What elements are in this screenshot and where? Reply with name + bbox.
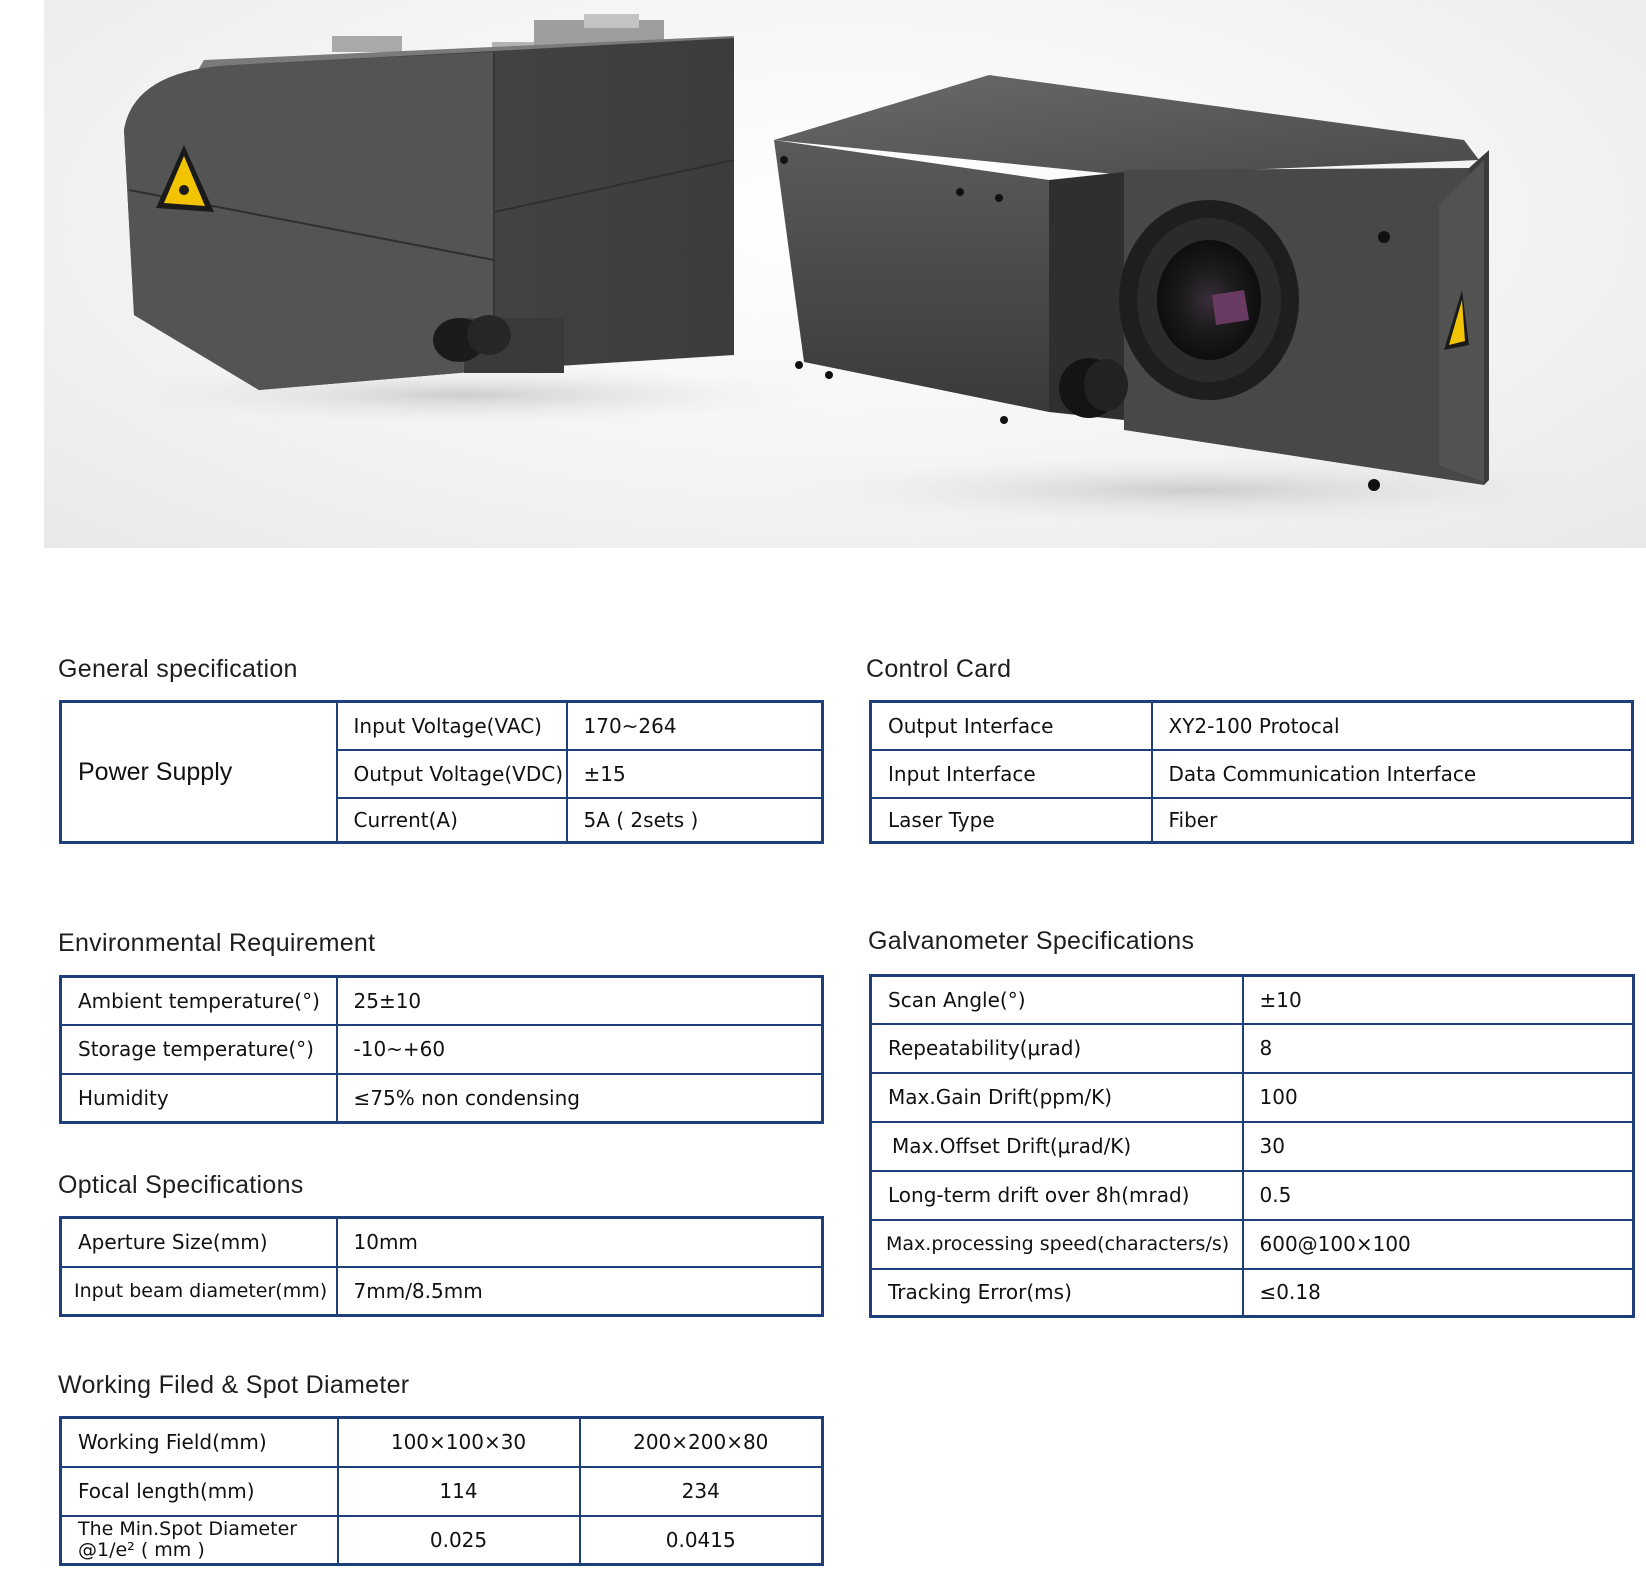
galvanometer-table — [869, 974, 1635, 1318]
spec-value: 25±10 — [337, 977, 823, 1025]
spec-value: ≤0.18 — [1243, 1269, 1634, 1317]
spec-value: 114 — [338, 1467, 580, 1516]
spec-label: Max.processing speed(characters/s) — [871, 1220, 1243, 1269]
lens-aperture — [1119, 200, 1299, 400]
spec-label: Output Voltage(VDC) — [337, 750, 567, 798]
spec-label: Scan Angle(°) — [871, 976, 1243, 1024]
power-supply-label: Power Supply — [61, 702, 337, 843]
spec-label: Ambient temperature(°) — [61, 977, 337, 1025]
spot-diameter-label-line2: @1/e² ( mm ) — [78, 1538, 205, 1561]
spec-value: 0.5 — [1243, 1171, 1634, 1220]
spec-label: Input Interface — [871, 750, 1152, 798]
spec-label — [61, 1516, 338, 1565]
control-card-table — [869, 700, 1634, 844]
spec-value: 0.0415 — [580, 1516, 823, 1565]
spec-value: Data Communication Interface — [1152, 750, 1633, 798]
spec-label: Laser Type — [871, 798, 1152, 843]
general-spec-title: General specification — [58, 655, 298, 683]
spec-value: Fiber — [1152, 798, 1633, 843]
general-spec-table — [59, 700, 824, 844]
spec-label: Current(A) — [337, 798, 567, 843]
left-scanner-unit — [124, 14, 734, 390]
spec-label: Humidity — [61, 1074, 337, 1123]
environment-table — [59, 975, 824, 1124]
spec-value: 100×100×30 — [338, 1418, 580, 1467]
spec-label: Working Field(mm) — [61, 1418, 338, 1467]
working-field-title: Working Filed & Spot Diameter — [58, 1371, 410, 1399]
environment-title: Environmental Requirement — [58, 929, 376, 957]
spec-value: ≤75% non condensing — [337, 1074, 823, 1123]
spec-value: 100 — [1243, 1073, 1634, 1122]
spec-label: Storage temperature(°) — [61, 1025, 337, 1074]
spec-label: Max.Gain Drift(ppm/K) — [871, 1073, 1243, 1122]
spec-value: 10mm — [337, 1218, 823, 1267]
spec-value: -10~+60 — [337, 1025, 823, 1074]
spec-value: ±10 — [1243, 976, 1634, 1024]
product-photo — [44, 0, 1646, 548]
spec-label: Input Voltage(VAC) — [337, 702, 567, 750]
spec-value: 600@100×100 — [1243, 1220, 1634, 1269]
optical-table — [59, 1216, 824, 1317]
spec-label: Output Interface — [871, 702, 1152, 750]
spec-value: 8 — [1243, 1024, 1634, 1073]
spec-value: 7mm/8.5mm — [337, 1267, 823, 1316]
spec-label: Repeatability(μrad) — [871, 1024, 1243, 1073]
right-scanner-unit — [774, 75, 1489, 491]
optical-title: Optical Specifications — [58, 1171, 304, 1199]
spec-label: Max.Offset Drift(μrad/K) — [871, 1122, 1243, 1171]
spec-value: 0.025 — [338, 1516, 580, 1565]
spec-value: 5A ( 2sets ) — [567, 798, 823, 843]
spot-diameter-label-line1: The Min.Spot Diameter — [78, 1517, 298, 1540]
spec-value: 200×200×80 — [580, 1418, 823, 1467]
spec-label: Tracking Error(ms) — [871, 1269, 1243, 1317]
spec-value: 170~264 — [567, 702, 823, 750]
spec-value: ±15 — [567, 750, 823, 798]
spec-value: XY2-100 Protocal — [1152, 702, 1633, 750]
galvanometer-title: Galvanometer Specifications — [868, 927, 1195, 955]
spec-label: Focal length(mm) — [61, 1467, 338, 1516]
spec-label: Input beam diameter(mm) — [61, 1267, 337, 1316]
spec-value: 30 — [1243, 1122, 1634, 1171]
working-field-table — [59, 1416, 824, 1566]
control-card-title: Control Card — [866, 655, 1012, 683]
spec-label: Aperture Size(mm) — [61, 1218, 337, 1267]
spec-value: 234 — [580, 1467, 823, 1516]
spec-label: Long-term drift over 8h(mrad) — [871, 1171, 1243, 1220]
